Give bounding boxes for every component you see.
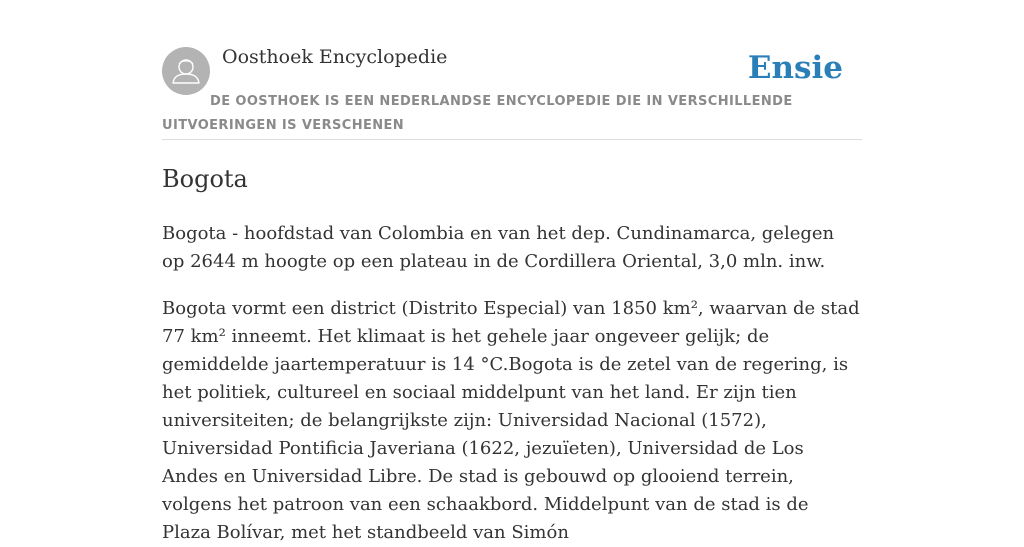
article-paragraph-1: Bogota - hoofdstad van Colombia en van het dep. Cundinamarca, gelegen op 2644 m hoogte op een plateau in de Cordillera Oriental, 3,0 mln. inw. <box>162 223 835 272</box>
article-title: Bogota <box>162 165 248 193</box>
source-title-link[interactable]: Oosthoek Encyclopedie <box>222 46 448 68</box>
page <box>162 0 862 543</box>
avatar[interactable] <box>162 47 210 95</box>
user-icon <box>162 47 210 95</box>
ensie-logo[interactable]: Ensie <box>747 50 843 86</box>
source-tagline: DE OOSTHOEK IS EEN NEDERLANDSE ENCYCLOPEDIE DIE IN VERSCHILLENDE UITVOERINGEN IS VERSCHENEN <box>162 94 793 133</box>
article-paragraph-2: Bogota vormt een district (Distrito Especial) van 1850 km², waarvan de stad 77 km² inneemt. Het klimaat is het gehele jaar ongeveer gelijk; de gemiddelde jaartemperatuur is 14 °C.Bogota is de zetel van de regering, is het politiek, cultureel en sociaal middelpunt van het land. Er zijn tien universiteiten; de belangrijkste zijn: Universidad Nacional (1572), Universidad Pontificia Javeriana (1622, jezuïeten), Universidad de Los Andes en Universidad Libre. De stad is gebouwd op glooiend terrein, volgens het patroon van een schaakbord. Middelpunt van de stad is de Plaza Bolívar, met het standbeeld van Simón <box>162 298 860 543</box>
source-header <box>162 0 862 140</box>
